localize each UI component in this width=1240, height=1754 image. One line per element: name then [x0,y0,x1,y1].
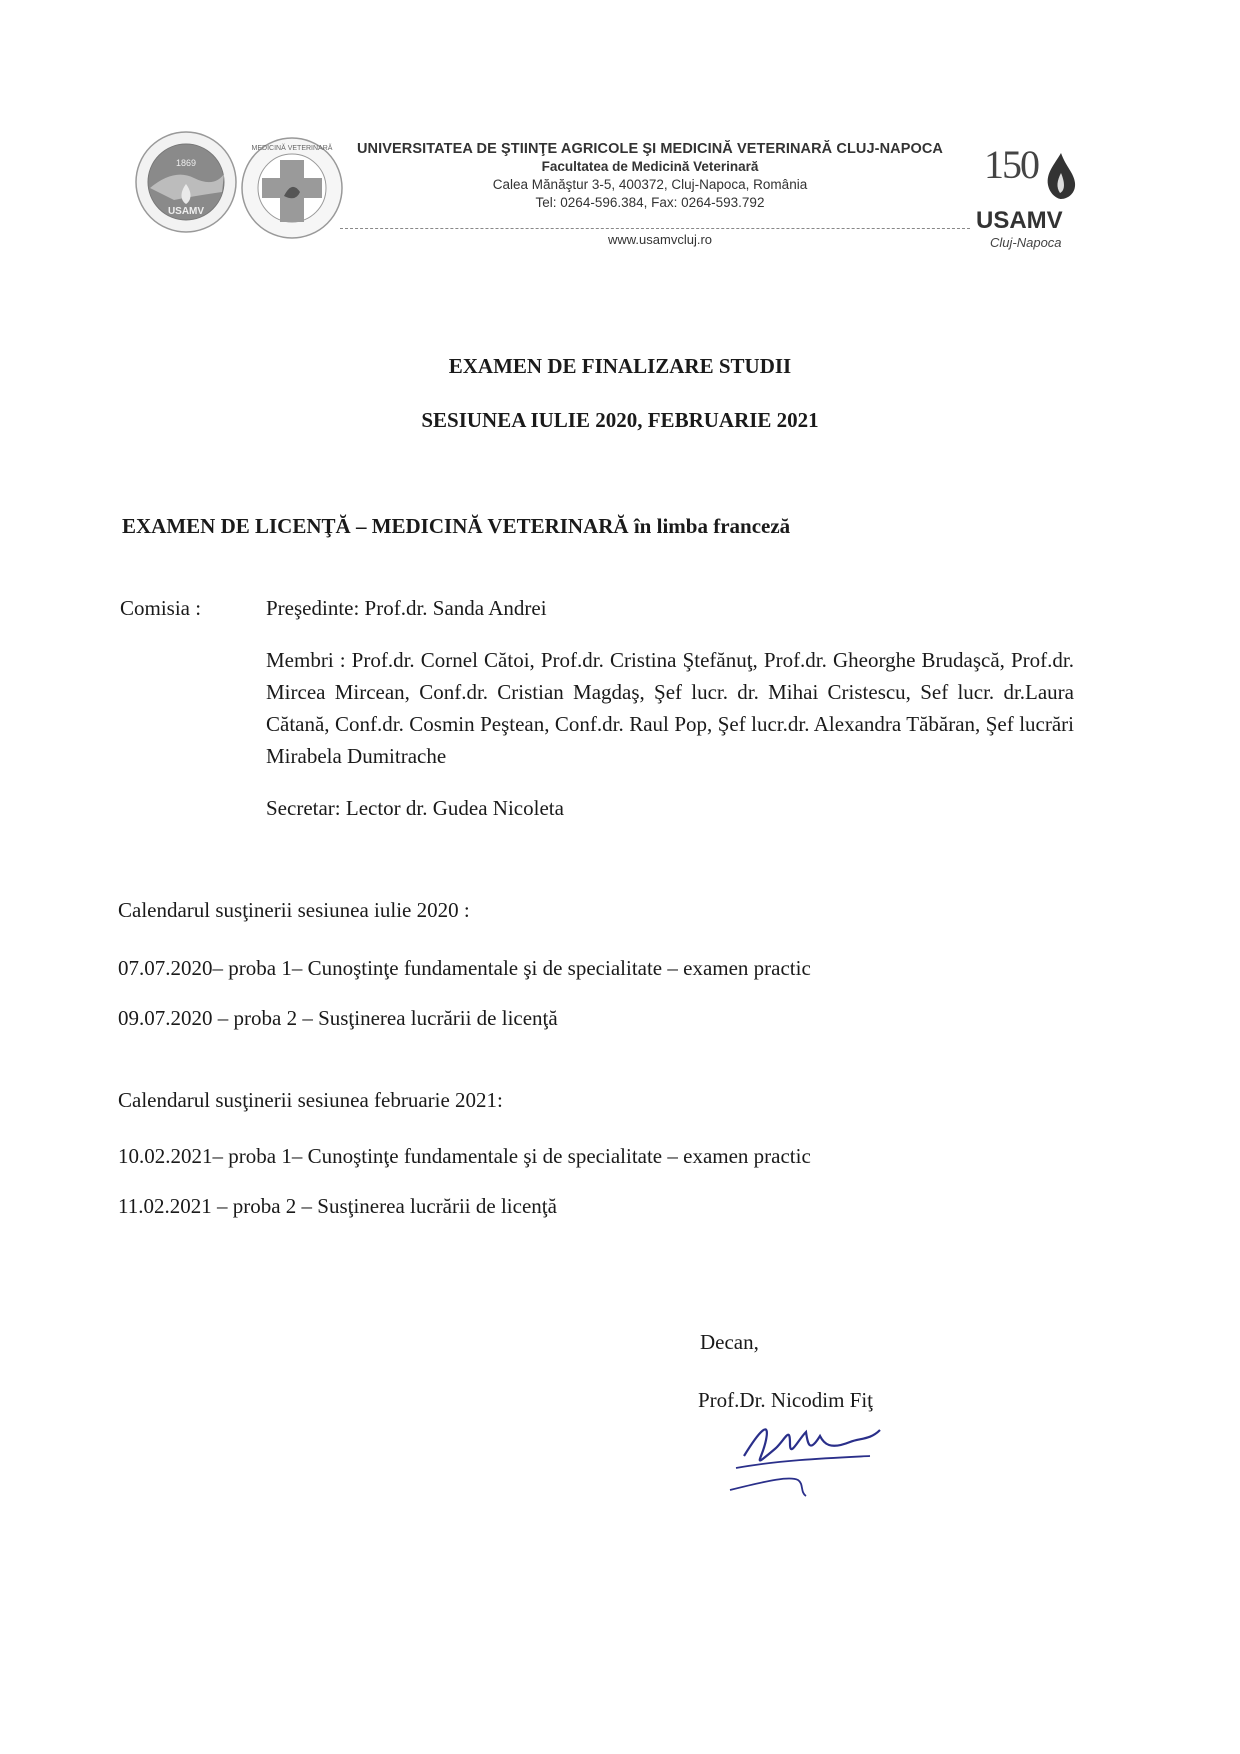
address: Calea Mănăştur 3-5, 400372, Cluj-Napoca, România [492,177,808,192]
university-name: UNIVERSITATEA DE ŞTIINŢE AGRICOLE ŞI MEDICINĂ VETERINARĂ CLUJ-NAPOCA [356,141,944,157]
seal-text: USAMV [167,206,205,217]
faculty-seal-logo [240,136,344,240]
logo-city: Cluj-Napoca [990,235,1062,250]
exam-language: în limba franceză [633,514,791,538]
usamv-seal-logo [134,130,238,234]
exam-title [122,514,790,539]
seal-year: 1869 [175,158,197,168]
committee-label: Comisia : [120,596,202,620]
schedule-item: 09.07.2020 – proba 2 – Susţinerea lucrării de licenţă [118,1006,558,1030]
secretary: Secretar: Lector dr. Gudea Nicoleta [266,796,564,820]
schedule-item: 07.07.2020– proba 1– Cunoştinţe fundamentale şi de specialitate – examen practic [118,956,811,980]
dean-label: Decan, [700,1330,759,1354]
usamv-150-logo [976,142,1090,255]
flame-icon [1044,151,1078,201]
header-text [330,140,970,212]
president: Preşedinte: Prof.dr. Sanda Andrei [266,596,547,620]
dean-name: Prof.Dr. Nicodim Fiţ [698,1388,874,1412]
schedule-july-title: Calendarul susţinerii sesiunea iulie 2020 : [118,898,470,922]
seal2-text: MEDICINĂ VETERINARĂ [251,145,333,152]
faculty-name: Facultatea de Medicină Veterinară [541,159,759,174]
logo-name: USAMV [976,207,1063,234]
signature [720,1400,900,1510]
logo-number: 150 [984,142,1038,187]
schedule-item: 10.02.2021– proba 1– Cunoştinţe fundamentale şi de specialitate – examen practic [118,1144,811,1168]
phone-fax: Tel: 0264-596.384, Fax: 0264-593.792 [535,195,765,210]
session-title: SESIUNEA IULIE 2020, FEBRUARIE 2021 [421,408,819,432]
exam-title-main: EXAMEN DE LICENŢĂ – MEDICINĂ VETERINARĂ [122,514,629,538]
header-divider [340,228,970,229]
members-list: Membri : Prof.dr. Cornel Cătoi, Prof.dr. Cristina Ştefănuţ, Prof.dr. Gheorghe Brudaşcă, Prof.dr. Mircea Mircean, Conf.dr. Cristian Magdaş, Şef lucr. dr. Mihai Cristescu, Sef lucr. dr.Laura Cătană, Conf.dr. Cosmin Peştean, Conf.dr. Raul Pop, Şef lucr.dr. Alexandra Tăbăran, Şef lucrări Mirabela Dumitrache [266,648,1074,768]
schedule-item: 11.02.2021 – proba 2 – Susţinerea lucrării de licenţă [118,1194,557,1218]
page-title: EXAMEN DE FINALIZARE STUDII [448,354,792,378]
website-link[interactable]: www.usamvcluj.ro [607,232,713,247]
schedule-feb-title: Calendarul susţinerii sesiunea februarie 2021: [118,1088,503,1112]
